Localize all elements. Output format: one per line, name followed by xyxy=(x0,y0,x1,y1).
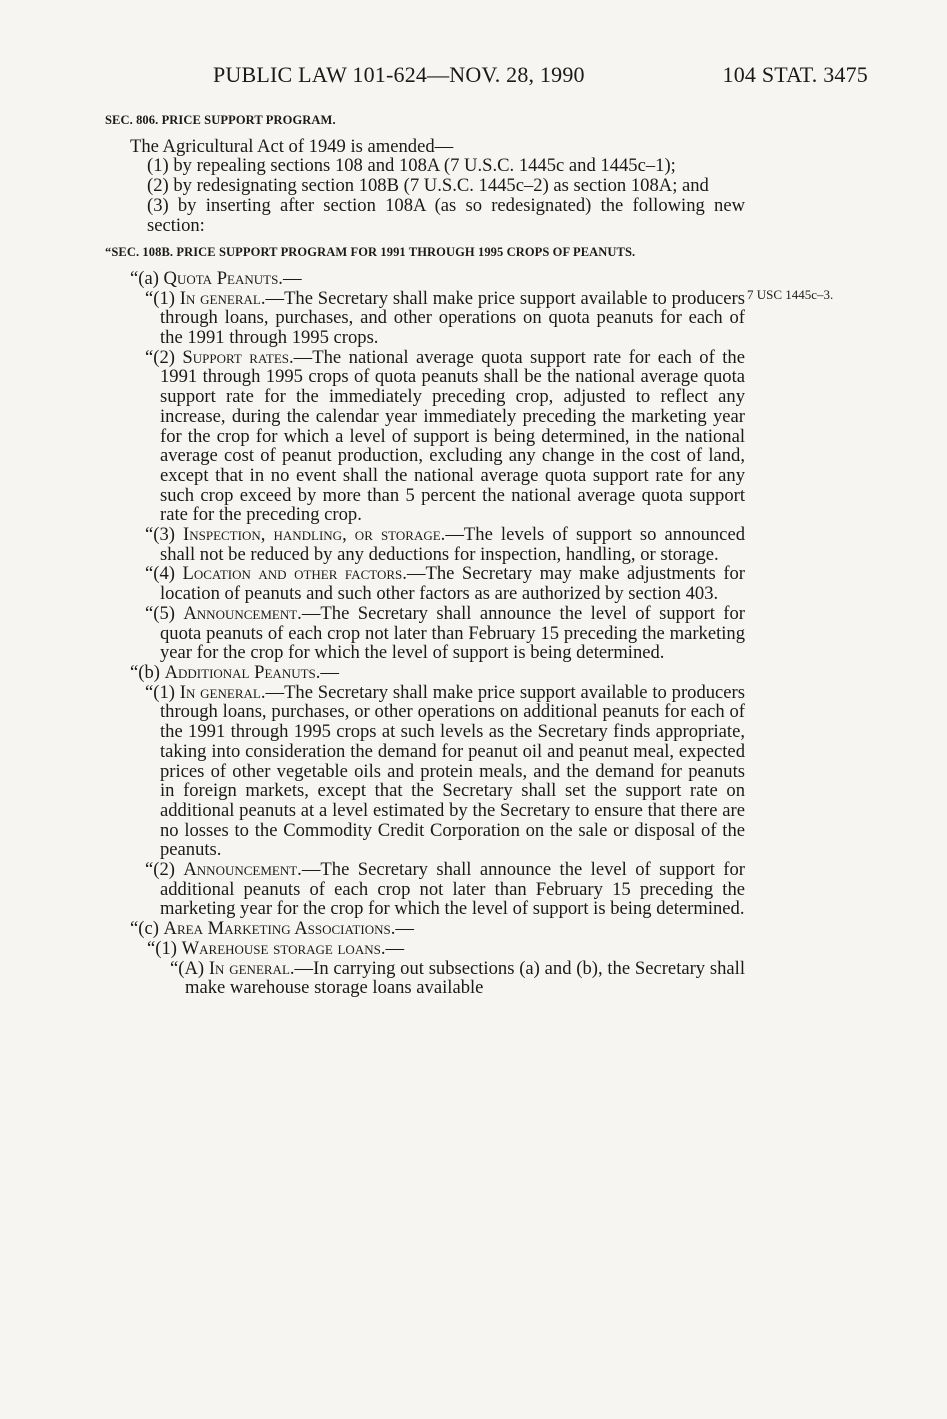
paragraph-title: In general. xyxy=(179,287,266,309)
paragraph-a1: “(1) In general.—The Secretary shall make price support available to producers through loans, purchases, and other operations on quota peanuts for each of the 1991 through 1995 crops. xyxy=(145,287,745,349)
subparagraph-title: In general. xyxy=(208,957,295,979)
law-text xyxy=(105,111,745,998)
paragraph-title: Support rates. xyxy=(182,346,294,368)
section-heading: SEC. 806. PRICE SUPPORT PROGRAM. xyxy=(105,113,336,127)
paragraph-a4: “(4) Location and other factors.—The Secretary may make adjustments for location of peanuts and such other factors as are authorized by section 403. xyxy=(145,563,745,605)
subsection-title: Quota Peanuts. xyxy=(163,267,283,289)
section-intro: The Agricultural Act of 1949 is amended— xyxy=(130,135,454,157)
paragraph-title: Warehouse storage loans. xyxy=(181,937,386,959)
running-title: PUBLIC LAW 101-624—NOV. 28, 1990 xyxy=(213,62,585,87)
subsection-c-heading: “(c) Area Marketing Associations.— xyxy=(130,918,414,940)
subsection-title: Area Marketing Associations. xyxy=(163,918,396,940)
subsection-a-heading: “(a) Quota Peanuts.— xyxy=(130,267,302,289)
paragraph-title: Inspection, handling, or storage. xyxy=(183,524,446,546)
paragraph-title: In general. xyxy=(179,681,266,703)
statute-page-number: 104 STAT. 3475 xyxy=(722,62,868,87)
subsection-title: Additional Peanuts. xyxy=(164,661,321,683)
page-header xyxy=(105,62,868,92)
amendment-item: (2) by redesignating section 108B (7 U.S.C. 1445c–2) as section 108A; and xyxy=(147,175,709,197)
paragraph-a3: “(3) Inspection, handling, or storage.—The levels of support so announced shall not be reduced by any deductions for inspection, handling, or storage. xyxy=(145,524,745,565)
amendment-item: (1) by repealing sections 108 and 108A (7 U.S.C. 1445c and 1445c–1); xyxy=(147,155,676,177)
subparagraph-c1A: “(A) In general.—In carrying out subsections (a) and (b), the Secretary shall make warehouse storage loans available xyxy=(170,957,746,999)
paragraph-b2: “(2) Announcement.—The Secretary shall announce the level of support for additional peanuts of each crop not later than February 15 preceding the marketing year for the crop for which the level of support is being determined. xyxy=(145,859,745,920)
amendment-item: (3) by inserting after section 108A (as so redesignated) the following new section: xyxy=(147,194,745,236)
paragraph-title: Announcement. xyxy=(183,859,302,881)
paragraph-c1-heading: “(1) Warehouse storage loans.— xyxy=(147,937,405,959)
paragraph-title: Announcement. xyxy=(183,602,302,624)
paragraph-a2: “(2) Support rates.—The national average quota support rate for each of the 1991 through 1995 crops of quota peanuts shall be the national average quota support rate for the immediately preceding crop, adjusted to reflect any increase, during the calendar year immediately preceding the marketing year for the crop for which a level of support is being determined, in the national average cost of peanut production, excluding any change in the cost of land, except that in no event shall the national average quota support rate for any such crop exceed by more than 5 percent the national average quota support rate for the preceding crop. xyxy=(145,346,745,526)
paragraph-b1: “(1) In general.—The Secretary shall make price support available to producers through loans, purchases, or other operations on additional peanuts for each of the 1991 through 1995 crops at such levels as the Secretary finds appropriate, taking into consideration the demand for peanut oil and peanut meal, expected prices of other vegetable oils and protein meals, and the demand for peanuts in foreign markets, except that the Secretary shall set the support rate on additional peanuts at a level estimated by the Secretary to ensure that there are no losses to the Commodity Credit Corporation on the sale or disposal of the peanuts. xyxy=(145,681,745,861)
margin-citation: 7 USC 1445c–3. xyxy=(747,287,834,302)
paragraph-title: Location and other factors. xyxy=(182,563,407,585)
paragraph-a5: “(5) Announcement.—The Secretary shall announce the level of support for quota peanuts of each crop not later than February 15 preceding the marketing year for the crop for which the level of support is being determined. xyxy=(145,602,745,664)
new-section-heading: “SEC. 108B. PRICE SUPPORT PROGRAM FOR 1991 THROUGH 1995 CROPS OF PEANUTS. xyxy=(105,245,636,260)
subsection-b-heading: “(b) Additional Peanuts.— xyxy=(130,661,340,683)
